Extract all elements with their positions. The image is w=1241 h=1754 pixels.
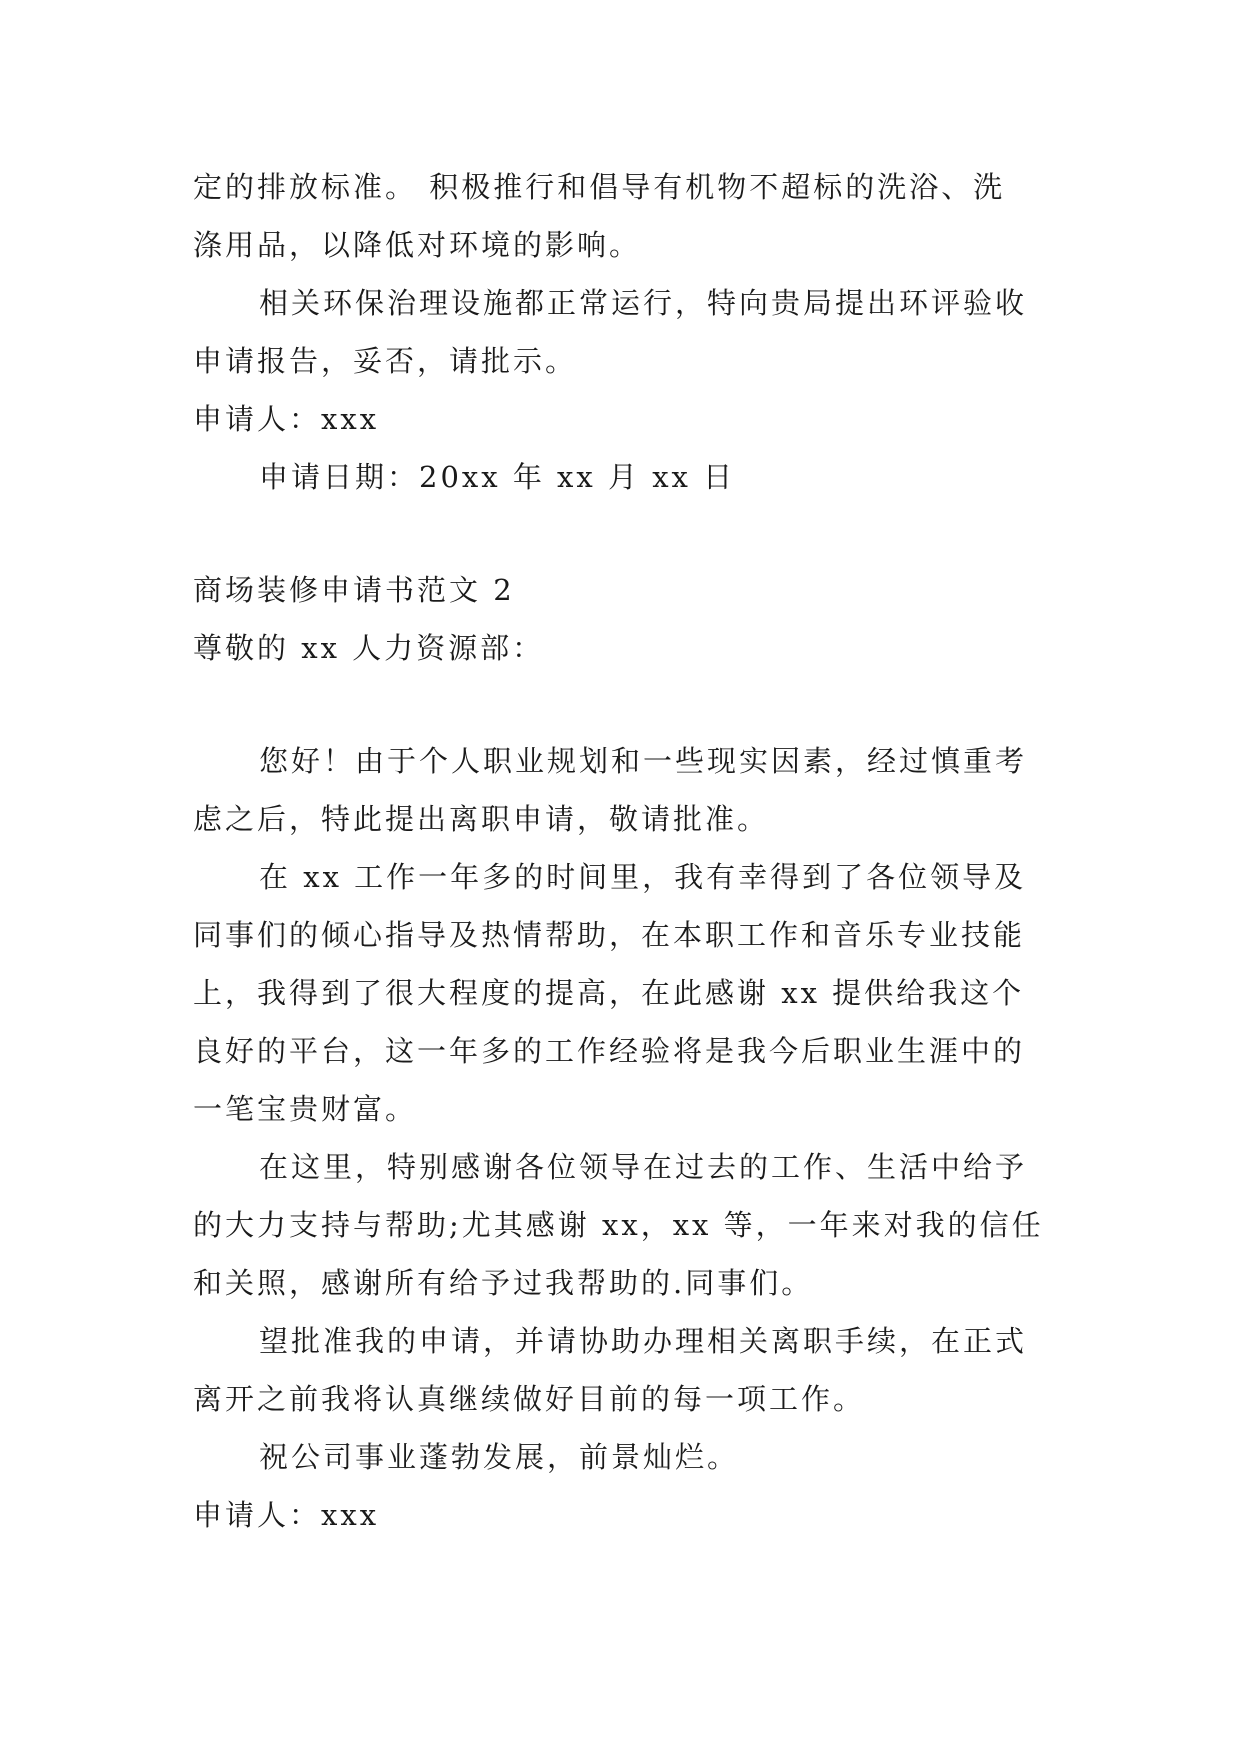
application-date: 申请日期：20xx 年 xx 月 xx 日 bbox=[259, 460, 736, 494]
paragraph-line: 申请报告，妥否，请批示。 bbox=[193, 344, 578, 378]
paragraph-line: 定的排放标准。 积极推行和倡导有机物不超标的洗浴、洗 bbox=[193, 170, 1006, 204]
paragraph-line: 和关照，感谢所有给予过我帮助的.同事们。 bbox=[193, 1266, 814, 1300]
paragraph-line: 上，我得到了很大程度的提高，在此感谢 xx 提供给我这个 bbox=[193, 976, 1025, 1010]
paragraph-line: 离开之前我将认真继续做好目前的每一项工作。 bbox=[193, 1382, 866, 1416]
paragraph-line: 在 xx 工作一年多的时间里，我有幸得到了各位领导及 bbox=[259, 860, 1027, 894]
applicant-line: 申请人：xxx bbox=[193, 1498, 380, 1532]
paragraph-line: 祝公司事业蓬勃发展，前景灿烂。 bbox=[259, 1440, 740, 1474]
paragraph-line: 同事们的倾心指导及热情帮助，在本职工作和音乐专业技能 bbox=[193, 918, 1026, 952]
paragraph-line: 虑之后，特此提出离职申请，敬请批准。 bbox=[193, 802, 770, 836]
paragraph-line: 您好！由于个人职业规划和一些现实因素，经过慎重考 bbox=[259, 744, 1028, 778]
paragraph-line: 涤用品，以降低对环境的影响。 bbox=[193, 228, 642, 262]
paragraph-line: 良好的平台，这一年多的工作经验将是我今后职业生涯中的 bbox=[193, 1034, 1026, 1068]
salutation: 尊敬的 xx 人力资源部： bbox=[193, 631, 545, 665]
paragraph-line: 一笔宝贵财富。 bbox=[193, 1092, 418, 1126]
paragraph-line: 的大力支持与帮助;尤其感谢 xx，xx 等，一年来对我的信任 bbox=[193, 1208, 1044, 1242]
applicant-line: 申请人：xxx bbox=[193, 402, 380, 436]
document-body bbox=[193, 158, 1053, 1544]
section-title: 商场装修申请书范文 2 bbox=[193, 573, 515, 607]
paragraph-line: 望批准我的申请，并请协助办理相关离职手续，在正式 bbox=[259, 1324, 1028, 1358]
paragraph-line: 相关环保治理设施都正常运行，特向贵局提出环评验收 bbox=[259, 286, 1028, 320]
paragraph-line: 在这里，特别感谢各位领导在过去的工作、生活中给予 bbox=[259, 1150, 1028, 1184]
